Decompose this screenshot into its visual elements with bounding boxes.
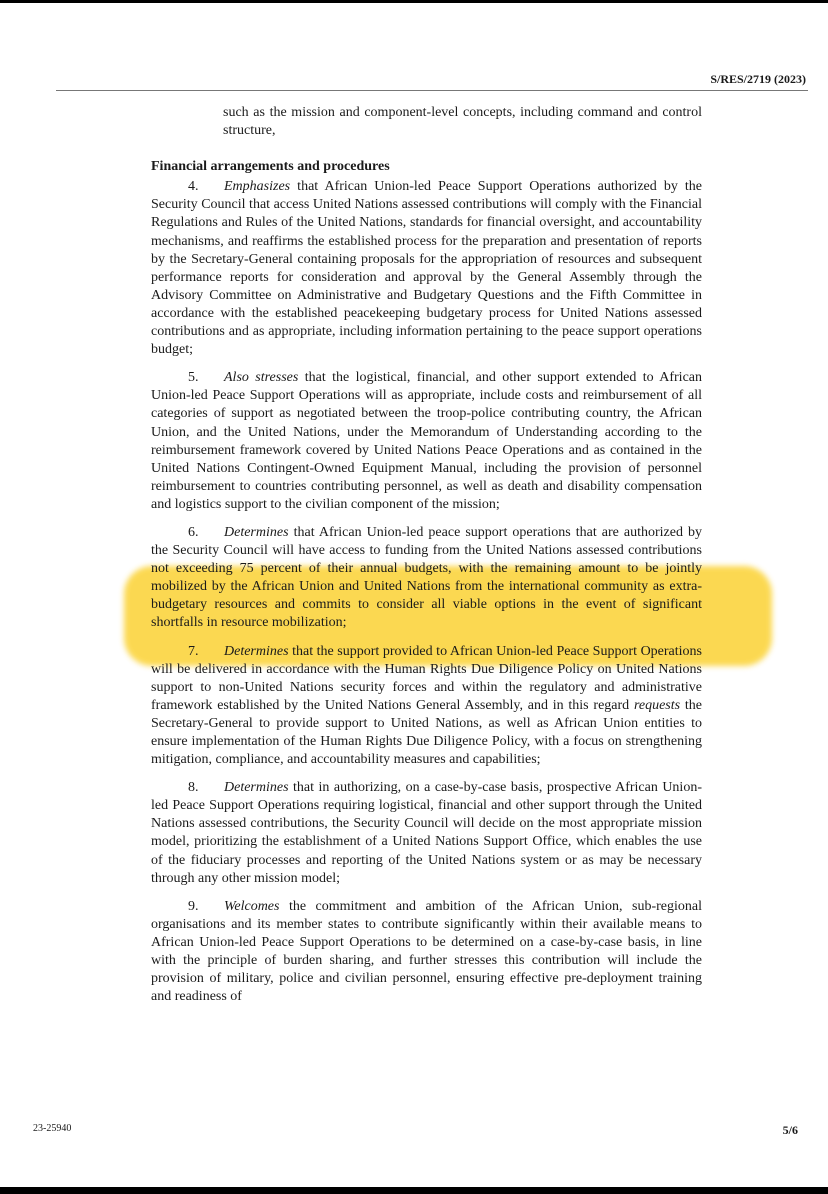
document-number: 23-25940 — [33, 1123, 72, 1134]
continuation-text: such as the mission and component-level concepts, including command and control structure, — [223, 105, 702, 139]
document-symbol: S/RES/2719 (2023) — [710, 72, 806, 86]
operative-verb: Determines — [224, 643, 289, 659]
operative-verb: Emphasizes — [224, 179, 291, 195]
operative-verb: Determines — [224, 780, 289, 796]
operative-verb-secondary: requests — [633, 697, 681, 713]
paragraph-4 — [151, 178, 702, 359]
paragraph-text: that in authorizing, on a case-by-case basis, prospective African Union-led Peace Support Operations requiring logistical, financial and other support through the United Nations assessed contributions, the Security Council will decide on the most appropriate mission model, prioritizing the establishment of a United Nations Support Office, which enables the use of the fiduciary processes and reporting of the United Nations system or as may be necessary through any other mission model; — [151, 780, 702, 886]
paragraph-8 — [151, 779, 702, 888]
paragraph-number: 4. — [188, 179, 199, 195]
operative-verb: Also stresses — [224, 370, 299, 386]
paragraph-number: 8. — [188, 780, 199, 796]
paragraph-text: that African Union-led peace support operations that are authorized by the Security Council will have access to funding from the United Nations assessed contributions not exceeding 75 percent of their annual budgets, with the remaining amount to be jointly mobilized by the African Union and United Nations from the international community as extra-budgetary resources and commits to consider all viable options in the event of significant shortfalls in resource mobilization; — [151, 524, 702, 631]
top-border — [0, 0, 828, 3]
paragraph-6 — [151, 524, 702, 633]
paragraph-number: 6. — [188, 524, 199, 540]
paragraph-number: 9. — [188, 898, 199, 914]
paragraph-7 — [151, 643, 702, 770]
paragraph-text-continued: the Secretary-General to provide support to United Nations, as well as African Union entities to ensure implementation of the Human Rights Due Diligence Policy, with a focus on strengthening mitigation, compliance, and accountability measures and capabilities; — [151, 697, 702, 768]
paragraph-text: that the logistical, financial, and other support extended to African Union-led Peace Support Operations will as appropriate, include costs and reimbursement of all categories of support as negotiated between the troop-police contributing country, the African Union, and the United Nations, under the Memorandum of Understanding according to the reimbursement framework covered by United Nations Peace Operations and as contained in the United Nations Contingent-Owned Equipment Manual, including the provision of personnel reimbursement to countries contributing personnel, as well as death and disability compensation and logistics support to the civilian component of the mission; — [151, 370, 702, 512]
paragraph-number: 7. — [188, 643, 199, 659]
paragraph-number: 5. — [188, 370, 199, 386]
operative-verb: Determines — [224, 524, 289, 540]
document-body — [151, 104, 702, 1006]
paragraph-text: that the support provided to African Union-led Peace Support Operations will be delivered in accordance with the Human Rights Due Diligence Policy on United Nations support to non-United Nations security forces and within the regulatory and administrative framework established by the United Nations General Assembly, and in this regard — [151, 643, 702, 713]
paragraph-9 — [151, 898, 702, 1007]
page-number: 5/6 — [782, 1123, 798, 1137]
header-rule — [56, 90, 808, 91]
bottom-border — [0, 1187, 828, 1194]
paragraph-text: the commitment and ambition of the African Union, sub-regional organisations and its member states to contribute significantly within their available means to African Union-led Peace Support Operations to be determined on a case-by-case basis, in line with the principle of burden sharing, and further stresses this contribution will include the provision of military, police and civilian personnel, ensuring effective pre-deployment training and readiness of — [151, 898, 702, 1005]
operative-verb: Welcomes — [224, 898, 280, 914]
section-heading: Financial arrangements and procedures — [151, 159, 390, 175]
paragraph-5 — [151, 369, 702, 514]
paragraph-text: that African Union-led Peace Support Operations authorized by the Security Council that access United Nations assessed contributions will comply with the Financial Regulations and Rules of the United Nations, standards for financial oversight, and accountability mechanisms, and reaffirms the established process for the preparation and presentation of reports by the Secretary-General containing proposals for the appropriation of resources and subsequent performance reports for consideration and approval by the General Assembly through the Advisory Committee on Administrative and Budgetary Questions and the Fifth Committee in accordance with the established peacekeeping budgetary process for United Nations assessed contributions and as appropriate, including information pertaining to the peace support operations budget; — [151, 179, 702, 358]
